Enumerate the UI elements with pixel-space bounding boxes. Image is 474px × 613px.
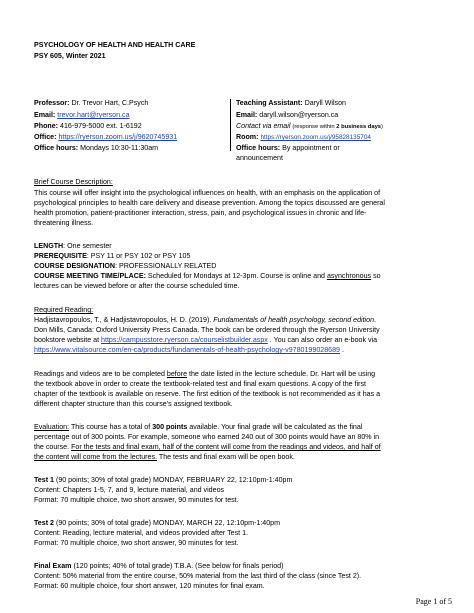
test2-content: Content: Reading, lecture material, and videos provided after Test 1. <box>34 529 248 537</box>
meeting-value-a: Scheduled for Mondays at 12-3pm. Course is online and <box>145 272 327 280</box>
evaluation-line-3-text: the course. <box>34 443 72 451</box>
final-label: Final Exam <box>34 562 72 570</box>
readings-bookstore-text: bookstore website at <box>34 336 102 344</box>
test2-label: Test 2 <box>34 519 54 527</box>
notes-line-3: chapter of the textbook is available on reserve. The first edition of the textbook is not recommended as it has a <box>34 390 381 398</box>
evaluation-label: Evaluation: <box>34 423 70 431</box>
meeting-line-2: lectures can be viewed before or after the course scheduled time. <box>34 282 240 290</box>
course-code: PSY 605, Winter 2021 <box>34 52 106 60</box>
vitalsource-link[interactable]: https://www.vitalsource.com/en-ca/products/fundamentals-of-health-psychology-v9780199028689 <box>34 346 340 354</box>
designation-line <box>34 262 216 272</box>
ta-hours-line <box>236 144 340 154</box>
prereq-line <box>34 252 190 262</box>
length-value: : One semester <box>63 242 112 250</box>
ta-room-line <box>236 133 371 143</box>
test1-label: Test 1 <box>34 476 54 484</box>
designation-value: : PROFESSIONALLY RELATED <box>115 262 217 270</box>
readings-line-1 <box>34 316 376 326</box>
readings-line-3 <box>34 336 377 346</box>
ta-contact-note-text: Contact via email <box>236 122 291 130</box>
readings-citation: Hadjistavropoulos, T., & Hadjistavropoulos, H. D. (2019). <box>34 316 214 324</box>
description-line-3: health promotion, patient-practitioner interaction, stress, pain, and psychological issues in chronic and life- <box>34 209 367 217</box>
evaluation-text-a: This course has a total of <box>69 423 153 431</box>
notes-line-4: different chapter structure than this course's assigned textbook. <box>34 400 233 408</box>
professor-email-line <box>34 111 130 121</box>
ta-contact-note <box>236 122 383 133</box>
professor-office-line <box>34 133 177 143</box>
evaluation-line-4-underlined: the content will come from the lectures. <box>34 453 158 461</box>
test1-format: Format: 70 multiple choice, two short answer, 90 minutes for test. <box>34 496 239 504</box>
description-line-1: This course will offer insight into the psychological influences on health, with an emphasis on the application of <box>34 189 381 197</box>
ta-email-line <box>236 111 338 121</box>
notes-line-1 <box>34 370 375 380</box>
column-divider <box>230 99 231 151</box>
final-format: Format: 60 multiple choice, four short answer, 120 minutes for final exam. <box>34 582 265 590</box>
evaluation-line-2: percentage out of 300 points. For example, someone who earned 240 out of 300 points would have an 80% in <box>34 433 380 441</box>
evaluation-text-b: available. Your final grade will be calculated as the final <box>187 423 363 431</box>
ta-contact-response-b: ) <box>381 124 383 130</box>
professor-phone-label: Phone: <box>34 122 59 130</box>
ta-email: daryll.wilson@ryerson.ca <box>259 111 339 119</box>
notes-text-a: Readings and videos are to be completed <box>34 370 167 378</box>
professor-label: Professor: <box>34 99 70 107</box>
meeting-line <box>34 272 381 282</box>
professor-hours-line <box>34 144 158 154</box>
designation-label: COURSE DESIGNATION <box>34 262 116 270</box>
notes-text-b: the date listed in the lecture schedule. Dr. Hart will be using <box>187 370 376 378</box>
professor-phone: 416-979-5000 ext. 1-6192 <box>60 122 142 130</box>
meeting-value-b: so <box>371 272 381 280</box>
professor-email-label: Email: <box>34 111 56 119</box>
test2-line-1 <box>34 519 280 529</box>
ta-email-label: Email: <box>236 111 258 119</box>
final-details: (120 points; 40% of total grade) T.B.A. (See below for finals period) <box>71 562 284 570</box>
readings-ebook-text: . You can also order an e-book via <box>267 336 378 344</box>
professor-phone-line <box>34 122 142 132</box>
notes-line-2: the textbook above in order to create the textbook-related test and final exam questions. A copy of the first <box>34 380 367 388</box>
ta-label: Teaching Assistant: <box>236 99 303 107</box>
ta-hours-line-2: announcement <box>236 154 283 162</box>
description-line-2: psychological principles to health care delivery and disease prevention. Among the topics discussed are general <box>34 199 385 207</box>
test1-details: (90 points; 30% of total grade) MONDAY, FEBRUARY 22, 12:10pm-1:40pm <box>53 476 293 484</box>
page-number: Page 1 of 5 <box>415 597 452 606</box>
prereq-label: PREREQUISITE <box>34 252 87 260</box>
ta-room-label: Room: <box>236 133 259 141</box>
final-content: Content: 50% material from the entire course, 50% material from the last third of the class (since Test 2). <box>34 572 362 580</box>
meeting-label: COURSE MEETING TIME/PLACE: <box>34 272 146 280</box>
professor-hours-label: Office hours: <box>34 144 79 152</box>
readings-line-2: Don Mills, Canada: Oxford University Press Canada. The book can be ordered through the Ryerson University <box>34 326 380 334</box>
bookstore-link[interactable]: https://campusstore.ryerson.ca/courselistbuilder.aspx <box>101 336 268 344</box>
test1-line-1 <box>34 476 292 486</box>
ta-line <box>236 99 346 109</box>
final-line-1 <box>34 562 283 572</box>
ta-contact-response-a: (response within <box>292 124 337 130</box>
ta-contact-response-bold: 2 business days <box>336 124 382 130</box>
ta-room-link[interactable]: https://ryerson.zoom.us/j/95828135704 <box>260 134 371 141</box>
course-title: PSYCHOLOGY OF HEALTH AND HEALTH CARE <box>34 41 196 49</box>
evaluation-line-3 <box>34 443 381 453</box>
ta-hours-1: By appointment or <box>282 144 340 152</box>
length-line <box>34 242 112 252</box>
evaluation-line-4-text: The tests and final exam will be open book. <box>157 453 295 461</box>
professor-name: Dr. Trevor Hart, C.Psych <box>71 99 149 107</box>
test1-content: Content: Chapters 1-5, 7, and 9, lecture material, and videos <box>34 486 225 494</box>
readings-book-title: Fundamentals of health psychology, second edition <box>213 316 375 324</box>
evaluation-line-4 <box>34 453 295 463</box>
notes-before: before <box>166 370 188 378</box>
readings-heading: Required Reading: <box>34 306 94 314</box>
evaluation-line-1 <box>34 423 362 433</box>
professor-office-label: Office: <box>34 133 57 141</box>
professor-office-link[interactable]: https://ryerson.zoom.us/j/9620745931 <box>58 133 178 141</box>
readings-line-4-end: . <box>340 346 344 354</box>
ta-hours-label: Office hours: <box>236 144 281 152</box>
prereq-value: : PSY 11 or PSY 102 or PSY 105 <box>86 252 191 260</box>
readings-line-4 <box>34 346 344 356</box>
readings-citation-end: . <box>374 316 377 324</box>
professor-hours: Mondays 10:30-11:30am <box>80 144 159 152</box>
length-label: LENGTH <box>34 242 64 250</box>
evaluation-line-3-underlined: For the tests and final exam, half of the content will come from the readings and videos, and half of <box>71 443 381 451</box>
professor-line <box>34 99 148 109</box>
test2-format: Format: 70 multiple choice, two short answer, 90 minutes for test. <box>34 539 239 547</box>
professor-email-link[interactable]: trevor.hart@ryerson.ca <box>57 111 130 119</box>
test2-details: (90 points; 30% of total grade) MONDAY, MARCH 22, 12:10pm-1:40pm <box>53 519 281 527</box>
evaluation-total-points: 300 points <box>152 423 188 431</box>
ta-name: Daryll Wilson <box>304 99 346 107</box>
description-line-4: threatening illness. <box>34 219 94 227</box>
meeting-async: asynchronous <box>326 272 372 280</box>
description-heading: Brief Course Description: <box>34 178 113 186</box>
